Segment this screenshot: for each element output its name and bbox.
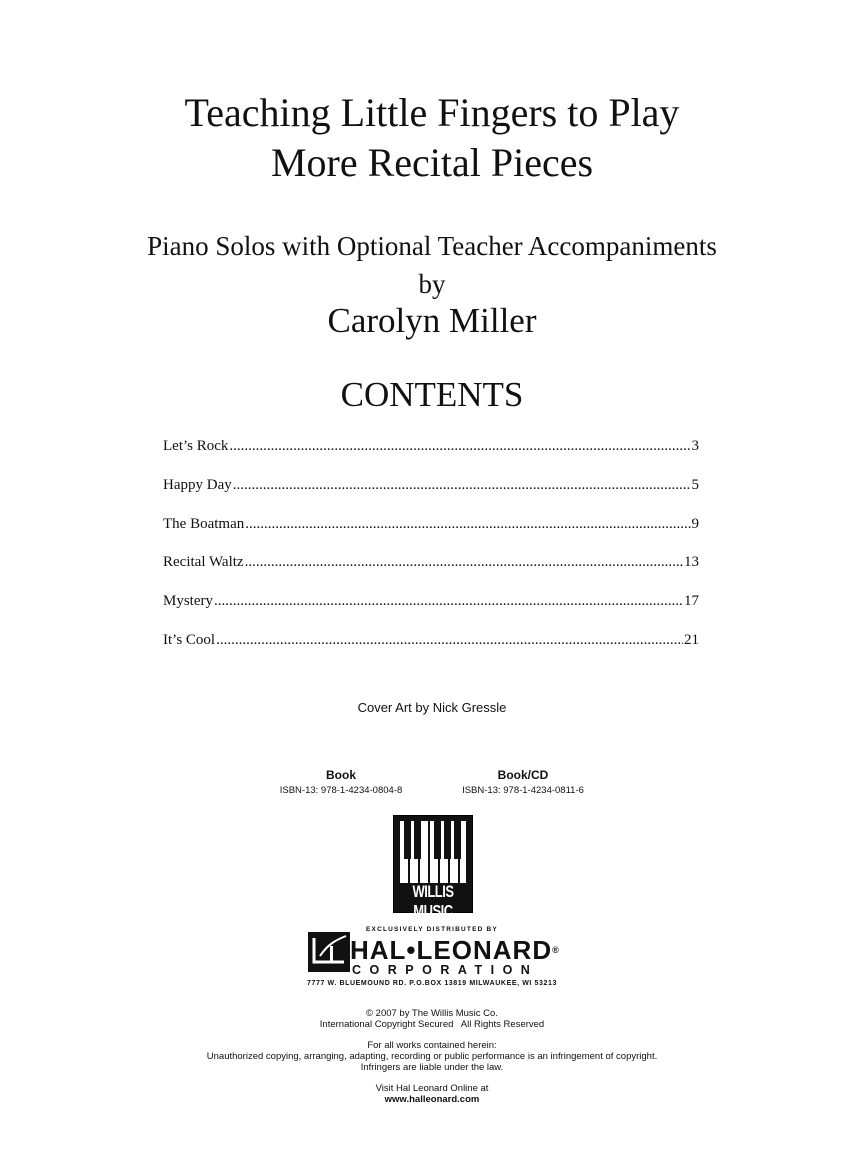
- willis-logo-text: WILLIS MUSIC: [412, 881, 454, 921]
- distributed-by: EXCLUSIVELY DISTRIBUTED BY: [366, 926, 498, 933]
- toc-entry-title: Let’s Rock: [163, 438, 229, 454]
- title-line-2: More Recital Pieces: [270, 140, 594, 185]
- toc-entry-page: 9: [691, 515, 699, 532]
- toc-entry-page: 21: [684, 631, 699, 648]
- hal-leonard-wordmark: [350, 936, 560, 964]
- toc-entry: [163, 552, 699, 591]
- toc-leader: [245, 514, 690, 534]
- website-link[interactable]: www.halleonard.com: [384, 1094, 480, 1105]
- toc-leader: [229, 436, 690, 456]
- toc-entry-title: Happy Day: [163, 476, 232, 493]
- piano-keys-icon: [400, 821, 466, 883]
- willis-music-logo: [393, 815, 473, 921]
- table-of-contents: [163, 436, 699, 669]
- toc-entry: [163, 591, 699, 630]
- subtitle: Piano Solos with Optional Teacher Accompaniments: [147, 231, 717, 261]
- isbn-bookcd: [423, 767, 623, 799]
- legal-line-2: Unauthorized copying, arranging, adapting, recording or public performance is an infringement of copyright.: [206, 1051, 658, 1062]
- isbn-book: [241, 767, 441, 799]
- toc-entry-title: Mystery: [163, 593, 213, 610]
- legal-line-3: Infringers are liable under the law.: [360, 1062, 504, 1073]
- by-line: by: [418, 269, 446, 299]
- toc-entry: [163, 630, 699, 669]
- rights-notice: International Copyright Secured All Rights Reserved: [319, 1019, 545, 1030]
- isbn-bookcd-label: Book/CD: [497, 768, 549, 782]
- registered-mark: ®: [552, 945, 560, 955]
- toc-entry: [163, 475, 699, 514]
- toc-entry-page: 5: [691, 476, 699, 493]
- toc-entry-title: It’s Cool: [163, 631, 216, 648]
- title-line-1: Teaching Little Fingers to Play: [184, 90, 680, 135]
- contents-heading: CONTENTS: [340, 375, 524, 414]
- toc-entry-title: The Boatman: [163, 515, 245, 532]
- toc-leader: [233, 475, 691, 495]
- toc-entry: [163, 514, 699, 553]
- toc-leader: [245, 552, 683, 572]
- cover-art-credit: Cover Art by Nick Gressle: [357, 700, 507, 715]
- toc-entry: [163, 436, 699, 475]
- copyright-notice: © 2007 by The Willis Music Co.: [366, 1008, 498, 1019]
- toc-leader: [216, 630, 683, 650]
- book-title: [0, 88, 864, 188]
- hal-leonard-emblem-icon: [308, 932, 350, 972]
- author-name: Carolyn Miller: [327, 301, 537, 340]
- toc-entry-page: 17: [684, 593, 699, 610]
- toc-entry-page: 3: [691, 438, 699, 454]
- hal-leonard-name: HAL•LEONARD: [350, 935, 553, 965]
- isbn-book-number: ISBN-13: 978-1-4234-0804-8: [279, 785, 403, 796]
- toc-leader: [214, 591, 683, 611]
- toc-entry-page: 13: [684, 554, 699, 571]
- publisher-address: 7777 W. BLUEMOUND RD. P.O.BOX 13819 MILWAUKEE, WI 53213: [307, 980, 557, 987]
- isbn-bookcd-number: ISBN-13: 978-1-4234-0811-6: [462, 785, 584, 796]
- legal-line-1: For all works contained herein:: [367, 1040, 497, 1051]
- corporation-label: CORPORATION: [352, 963, 539, 977]
- isbn-book-label: Book: [326, 768, 356, 782]
- toc-entry-title: Recital Waltz: [163, 554, 244, 571]
- visit-online: Visit Hal Leonard Online at: [375, 1083, 489, 1094]
